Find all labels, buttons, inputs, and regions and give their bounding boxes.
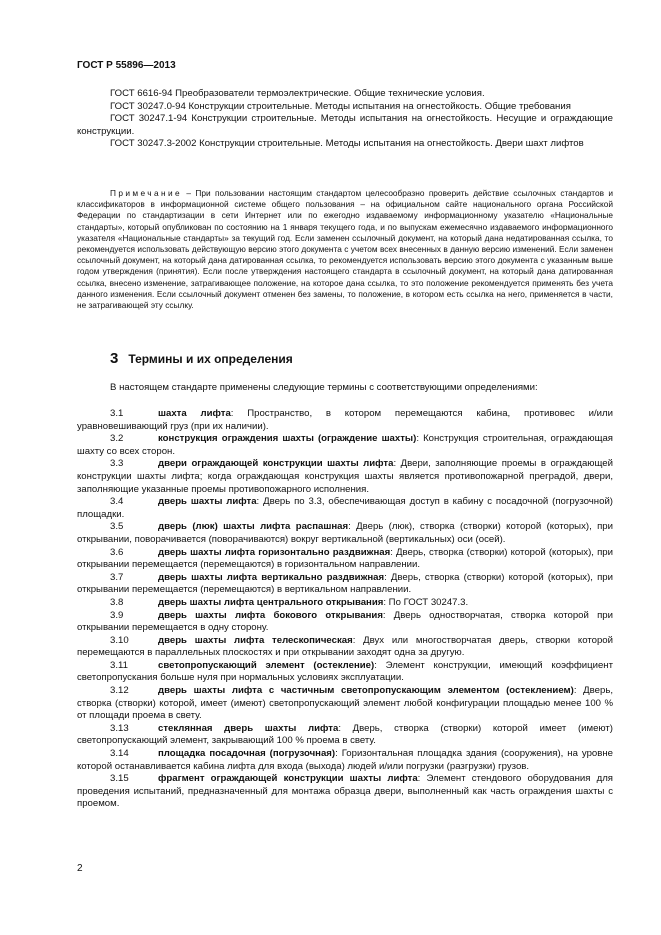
page-number: 2 <box>77 863 83 874</box>
term-entry <box>77 597 613 610</box>
term-number: 3.3 <box>110 458 124 470</box>
term-definition: : Дверь по 3.3, обеспечивающая доступ в кабину с посадочной (погрузочной) площадки. <box>77 496 613 520</box>
term-number: 3.10 <box>110 634 129 646</box>
term-entry <box>77 458 613 496</box>
section-title: Термины и их определения <box>128 352 293 366</box>
term-name: дверь шахты лифта бокового открывания <box>158 609 383 621</box>
term-entry <box>77 408 613 433</box>
section-heading <box>110 350 293 367</box>
term-number: 3.14 <box>110 748 129 760</box>
term-name: дверь шахты лифта с частичным светопропускающим элементом (остеклением) <box>158 685 574 697</box>
term-entry <box>77 773 613 811</box>
term-number: 3.4 <box>110 496 124 508</box>
note <box>77 188 613 311</box>
term-definition: : Дверь, створка (створки) которой (которых), при открывании перемещается (перемещаются) в горизонтальном направлении. <box>77 546 613 571</box>
term-name: дверь (люк) шахты лифта распашная <box>158 521 349 533</box>
term-entry <box>77 521 613 546</box>
section-intro: В настоящем стандарте применены следующие термины с соответствующими определениями: <box>110 382 538 393</box>
term-entry <box>77 748 613 773</box>
term-entry <box>77 610 613 635</box>
term-number: 3.8 <box>110 596 124 608</box>
term-name: шахта лифта <box>158 408 231 419</box>
term-definition: : Дверь, створка (створки) которой (которых), при открывании перемещается (перемещаются) в вертикальном направлении. <box>77 571 613 596</box>
term-name: дверь шахты лифта горизонтально раздвижная <box>158 546 391 558</box>
term-name: светопропускающий элемент (остекление) <box>158 659 375 671</box>
term-definition: : По ГОСТ 30247.3. <box>383 596 469 608</box>
term-entry <box>77 547 613 572</box>
section-number: 3 <box>110 350 119 367</box>
term-number: 3.2 <box>110 433 124 445</box>
term-name: двери ограждающей конструкции шахты лифта <box>158 458 394 470</box>
term-name: стеклянная дверь шахты лифта <box>158 722 339 734</box>
term-number: 3.1 <box>110 408 124 419</box>
terms-list <box>77 408 613 811</box>
term-number: 3.9 <box>110 609 124 621</box>
note-text: – При пользовании настоящим стандартом целесообразно проверить действие ссылочных стандартов и классификаторов в информационной системе общего пользования – на официальном сайте национального органа Российской Федерации по стандартизации в сети Интернет или по ежегодно издаваемому информационному указателю «Национальные стандарты», который опубликован по состоянию на 1 января текущего года, и по выпускам ежемесячно издаваемого информационного указателя «Национальные стандарты» за текущий год. Если заменен ссылочный документ, на который дана недатированная ссылка, то рекомендуется использовать действующую версию этого документа с учетом всех внесенных в данную версию изменений. Если заменен ссылочный документ, на который дана датированная ссылка, то рекомендуется использовать версию этого документа с указанным выше годом утверждения (принятия). Если после утверждения настоящего стандарта в ссылочный документ, на который дана датированная ссылка, внесено изменение, затрагивающее положение, на которое дана ссылка, то это положение рекомендуется применять без учета данного изменения. Если ссылочный документ отменен без замены, то положение, в котором есть ссылка на него, применяется в части, не затрагивающей эту ссылку. <box>77 188 613 311</box>
normative-references <box>77 88 613 151</box>
term-entry <box>77 433 613 458</box>
term-number: 3.15 <box>110 773 129 785</box>
term-definition: : Пространство, в котором перемещаются кабина, противовес и/или уравновешивающий груз (при их наличии). <box>77 408 613 432</box>
term-name: площадка посадочная (погрузочная) <box>158 748 336 760</box>
term-definition: : Дверь (люк), створка (створки) которой (которых), при открывании, поворачивается (поворачиваются) вокруг вертикальной (вертикальных) оси (осей). <box>77 521 613 545</box>
term-definition: : Элемент стендового оборудования для проведения испытаний, предназначенный для монтажа образца двери, выполненный как часть ограждения шахты с проемом. <box>77 773 613 810</box>
term-definition: : Элемент конструкции, имеющий коэффициент светопропускания больше нуля при нормальных условиях эксплуатации. <box>77 659 613 684</box>
term-definition: : Дверь одностворчатая, створка которой при открывании перемещается в одну сторону. <box>77 609 613 634</box>
term-name: дверь шахты лифта вертикально раздвижная <box>158 571 385 583</box>
term-number: 3.7 <box>110 571 124 583</box>
term-entry <box>77 685 613 723</box>
term-name: конструкция ограждения шахты (ограждение шахты) <box>158 433 417 445</box>
term-definition: : Дверь, створка (створки) которой имеет (имеют) светопропускающий элемент, закрывающий 100 % проема в свету. <box>77 722 614 747</box>
reference-item: ГОСТ 30247.3-2002 Конструкции строительные. Методы испытания на огнестойкость. Двери шахт лифтов <box>110 138 584 150</box>
reference-item: ГОСТ 30247.0-94 Конструкции строительные. Методы испытания на огнестойкость. Общие требования <box>110 100 571 112</box>
term-definition: : Двух или многостворчатая дверь, створки которой перемещаются в параллельных плоскостях и при открывании заходят одна за другую. <box>77 634 613 659</box>
term-entry <box>77 496 613 521</box>
term-number: 3.12 <box>110 685 129 697</box>
term-number: 3.13 <box>110 722 129 734</box>
term-number: 3.11 <box>110 659 128 671</box>
reference-item: ГОСТ 6616-94 Преобразователи термоэлектрические. Общие технические условия. <box>110 88 485 99</box>
reference-item: ГОСТ 30247.1-94 Конструкции строительные. Методы испытания на огнестойкость. Несущие и ограждающие конструкции. <box>77 113 613 137</box>
term-entry <box>77 723 613 748</box>
term-name: дверь шахты лифта телескопическая <box>158 634 353 646</box>
term-definition: : Двери, заполняющие проемы в ограждающей конструкции шахты лифта; когда ограждающая конструкция шахты является противопожарной преградой, двери, заполняющие указанные проемы противопожарного исполнения. <box>77 458 613 495</box>
term-number: 3.5 <box>110 521 124 533</box>
page-header: ГОСТ Р 55896—2013 <box>77 60 176 71</box>
term-entry <box>77 572 613 597</box>
note-label: Примечание <box>110 188 183 198</box>
term-definition: : Дверь, створка (створки) которой, имеет (имеют) светопропускающий элемент любой конфигурации площадью менее 100 % от площади проема в свету. <box>77 685 613 722</box>
term-definition: : Горизонтальная площадка здания (сооружения), на уровне которой останавливается кабина лифта для входа (выхода) людей и/или погрузки (разгрузки) грузов. <box>77 748 613 772</box>
term-name: дверь шахты лифта <box>158 496 257 508</box>
term-definition: : Конструкция строительная, ограждающая шахту со всех сторон. <box>77 433 613 457</box>
term-entry <box>77 635 613 660</box>
term-name: дверь шахты лифта центрального открывания <box>158 596 384 608</box>
term-entry <box>77 660 613 685</box>
term-name: фрагмент ограждающей конструкции шахты лифта <box>158 773 418 785</box>
term-number: 3.6 <box>110 546 124 558</box>
